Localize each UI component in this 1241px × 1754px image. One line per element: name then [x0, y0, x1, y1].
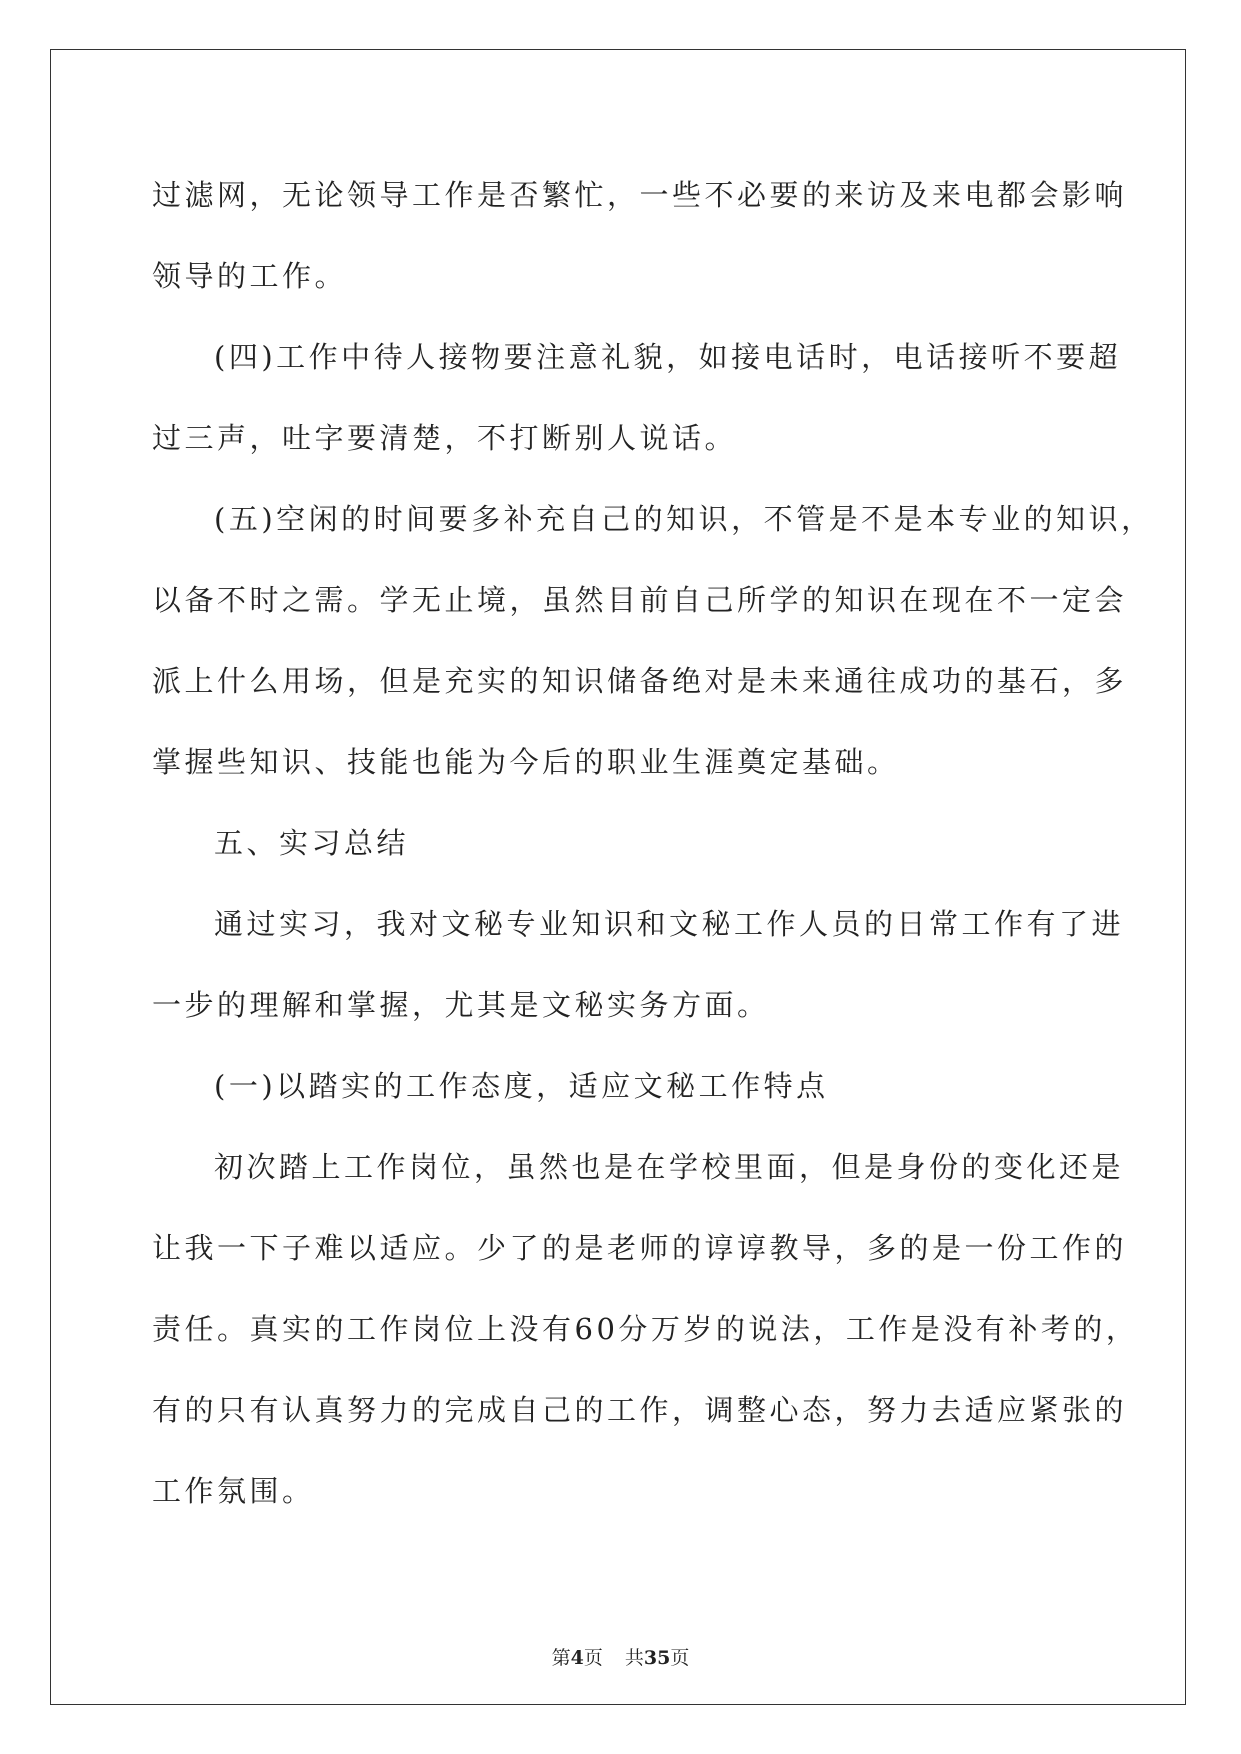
document-body — [152, 155, 1154, 1532]
text-line-1: 过滤网，无论领导工作是否繁忙，一些不必要的来访及来电都会影响 — [152, 178, 1128, 212]
text-line-3: (四)工作中待人接物要注意礼貌，如接电话时，电话接听不要超 — [214, 340, 1122, 374]
text-line-17: 工作氛围。 — [152, 1474, 315, 1508]
subsection-heading: (一)以踏实的工作态度，适应文秘工作特点 — [214, 1069, 829, 1103]
text-line-13: 初次踏上工作岗位，虽然也是在学校里面，但是身份的变化还是 — [214, 1150, 1125, 1184]
current-page-number: 4 — [570, 1647, 584, 1669]
text-line-6: 以备不时之需。学无止境，虽然目前自己所学的知识在现在不一定会 — [152, 583, 1128, 617]
text-line-5: (五)空闲的时间要多补充自己的知识，不管是不是本专业的知识， — [214, 502, 1154, 536]
text-line-10: 通过实习，我对文秘专业知识和文秘工作人员的日常工作有了进 — [214, 907, 1125, 941]
footer-total-suffix: 页 — [670, 1647, 690, 1669]
footer-prefix: 第 — [551, 1647, 571, 1669]
text-line-11: 一步的理解和掌握，尤其是文秘实务方面。 — [152, 988, 770, 1022]
text-line-2: 领导的工作。 — [152, 259, 348, 293]
text-line-4: 过三声，吐字要清楚，不打断别人说话。 — [152, 421, 738, 455]
text-line-14: 让我一下子难以适应。少了的是老师的谆谆教导，多的是一份工作的 — [152, 1231, 1128, 1265]
text-line-8: 掌握些知识、技能也能为今后的职业生涯奠定基础。 — [152, 745, 900, 779]
text-line-7: 派上什么用场，但是充实的知识储备绝对是未来通往成功的基石，多 — [152, 664, 1128, 698]
text-line-15: 责任。真实的工作岗位上没有60分万岁的说法，工作是没有补考的， — [152, 1312, 1139, 1346]
section-heading: 五、实习总结 — [214, 826, 410, 860]
text-line-16: 有的只有认真努力的完成自己的工作，调整心态，努力去适应紧张的 — [152, 1393, 1128, 1427]
page-footer — [0, 1643, 1241, 1670]
footer-total-prefix: 共 — [624, 1647, 644, 1669]
footer-page-suffix: 页 — [583, 1647, 603, 1669]
total-page-count: 35 — [643, 1647, 671, 1669]
